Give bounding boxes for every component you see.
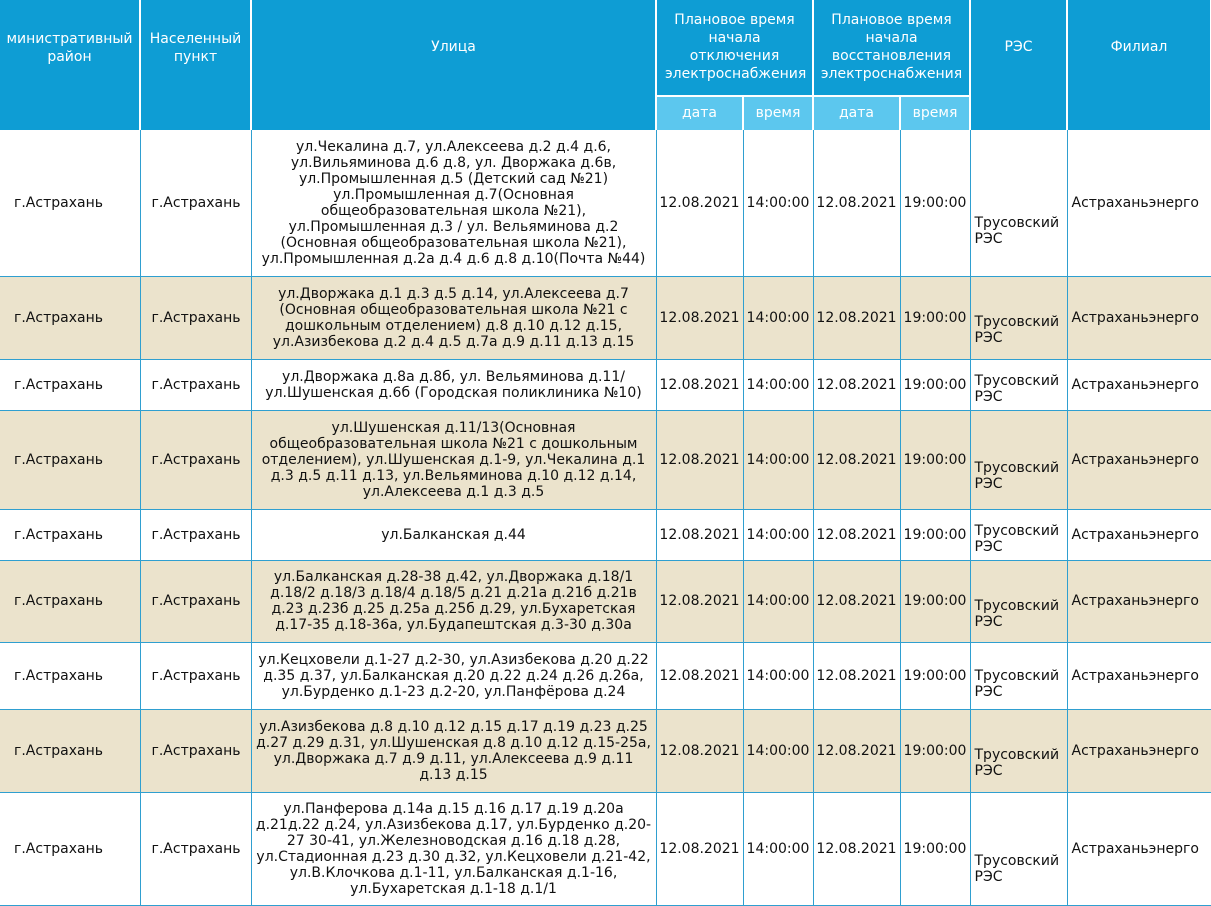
table-row: [0, 276, 1211, 359]
table-row: [0, 560, 1211, 642]
cell-street: ул.Панферова д.14а д.15 д.16 д.17 д.19 д.20а д.21д.22 д.24, ул.Азизбекова д.17, ул.Бурденко д.20-27 30-41, ул.Железноводская д.16 д.18 д.28, ул.Стадионная д.23 д.30 д.32, ул.Кецховели д.21-42, ул.В.Клочкова д.1-11, ул.Балканская д.1-16, ул.Бухаретская д.1-18 д.1/1: [251, 792, 656, 905]
cell-off-time: 14:00:00: [743, 130, 813, 276]
cell-branch: Астраханьэнерго: [1067, 709, 1211, 792]
subheader-off-date: дата: [656, 96, 743, 130]
subheader-off-time: время: [743, 96, 813, 130]
cell-off-date: 12.08.2021: [656, 560, 743, 642]
cell-off-date: 12.08.2021: [656, 359, 743, 410]
cell-on-time: 19:00:00: [900, 276, 970, 359]
cell-district: г.Астрахань: [0, 509, 140, 560]
cell-off-time: 14:00:00: [743, 560, 813, 642]
cell-street: ул.Кецховели д.1-27 д.2-30, ул.Азизбекова д.20 д.22 д.35 д.37, ул.Балканская д.20 д.22 д.24 д.26 д.26а, ул.Бурденко д.1-23 д.2-20, ул.Панфёрова д.24: [251, 642, 656, 709]
cell-off-date: 12.08.2021: [656, 276, 743, 359]
cell-district: г.Астрахань: [0, 792, 140, 905]
table-row: [0, 709, 1211, 792]
header-street: Улица: [251, 0, 656, 130]
cell-settlement: г.Астрахань: [140, 560, 251, 642]
cell-district: г.Астрахань: [0, 709, 140, 792]
cell-res: Трусовский РЭС: [970, 276, 1067, 359]
cell-street: ул.Шушенская д.11/13(Основная общеобразовательная школа №21 с дошкольным отделением), ул.Шушенская д.1-9, ул.Чекалина д.1 д.3 д.5 д.11 д.13, ул.Вельяминова д.10 д.12 д.14, ул.Алексеева д.1 д.3 д.5: [251, 410, 656, 509]
cell-on-time: 19:00:00: [900, 359, 970, 410]
cell-branch: Астраханьэнерго: [1067, 359, 1211, 410]
cell-res: Трусовский РЭС: [970, 410, 1067, 509]
cell-on-date: 12.08.2021: [813, 276, 900, 359]
cell-street: ул.Чекалина д.7, ул.Алексеева д.2 д.4 д.6, ул.Вильяминова д.6 д.8, ул. Дворжака д.6в, ул.Промышленная д.5 (Детский сад №21) ул.Промышленная д.7(Основная общеобразовательная школа №21), ул.Промышленная д.3 / ул. Вельяминова д.2 (Основная общеобразовательная школа №21), ул.Промышленная д.2а д.4 д.6 д.8 д.10(Почта №44): [251, 130, 656, 276]
cell-branch: Астраханьэнерго: [1067, 792, 1211, 905]
cell-street: ул.Балканская д.28-38 д.42, ул.Дворжака д.18/1 д.18/2 д.18/3 д.18/4 д.18/5 д.21 д.21а д.21б д.21в д.23 д.23б д.25 д.25а д.25б д.29, ул.Бухаретская д.17-35 д.18-36а, ул.Будапештская д.3-30 д.30а: [251, 560, 656, 642]
header-district: министративный район: [0, 0, 140, 130]
cell-res: Трусовский РЭС: [970, 509, 1067, 560]
subheader-on-date: дата: [813, 96, 900, 130]
cell-branch: Астраханьэнерго: [1067, 276, 1211, 359]
cell-branch: Астраханьэнерго: [1067, 410, 1211, 509]
cell-district: г.Астрахань: [0, 130, 140, 276]
cell-street: ул.Дворжака д.8а д.8б, ул. Вельяминова д.11/ ул.Шушенская д.6б (Городская поликлиника №10): [251, 359, 656, 410]
header-branch: Филиал: [1067, 0, 1211, 130]
header-settlement: Населенный пункт: [140, 0, 251, 130]
cell-off-time: 14:00:00: [743, 359, 813, 410]
cell-off-date: 12.08.2021: [656, 792, 743, 905]
table-row: [0, 792, 1211, 905]
header-row: [0, 0, 1211, 96]
cell-settlement: г.Астрахань: [140, 276, 251, 359]
cell-branch: Астраханьэнерго: [1067, 130, 1211, 276]
cell-off-date: 12.08.2021: [656, 410, 743, 509]
cell-settlement: г.Астрахань: [140, 359, 251, 410]
cell-off-date: 12.08.2021: [656, 130, 743, 276]
cell-off-time: 14:00:00: [743, 642, 813, 709]
cell-off-date: 12.08.2021: [656, 642, 743, 709]
cell-street: ул.Дворжака д.1 д.3 д.5 д.14, ул.Алексеева д.7 (Основная общеобразовательная школа №21 с дошкольным отделением) д.8 д.10 д.12 д.15, ул.Азизбекова д.2 д.4 д.5 д.7а д.9 д.11 д.13 д.15: [251, 276, 656, 359]
cell-off-time: 14:00:00: [743, 276, 813, 359]
cell-settlement: г.Астрахань: [140, 130, 251, 276]
cell-district: г.Астрахань: [0, 276, 140, 359]
cell-settlement: г.Астрахань: [140, 792, 251, 905]
cell-off-time: 14:00:00: [743, 410, 813, 509]
cell-off-time: 14:00:00: [743, 792, 813, 905]
cell-on-date: 12.08.2021: [813, 560, 900, 642]
cell-res: Трусовский РЭС: [970, 642, 1067, 709]
cell-on-date: 12.08.2021: [813, 642, 900, 709]
cell-street: ул.Балканская д.44: [251, 509, 656, 560]
cell-on-time: 19:00:00: [900, 642, 970, 709]
cell-on-date: 12.08.2021: [813, 130, 900, 276]
cell-settlement: г.Астрахань: [140, 642, 251, 709]
subheader-on-time: время: [900, 96, 970, 130]
cell-on-time: 19:00:00: [900, 709, 970, 792]
cell-res: Трусовский РЭС: [970, 792, 1067, 905]
cell-on-date: 12.08.2021: [813, 509, 900, 560]
table-row: [0, 130, 1211, 276]
table-row: [0, 410, 1211, 509]
cell-on-time: 19:00:00: [900, 509, 970, 560]
cell-on-date: 12.08.2021: [813, 359, 900, 410]
cell-branch: Астраханьэнерго: [1067, 560, 1211, 642]
cell-on-date: 12.08.2021: [813, 410, 900, 509]
cell-off-time: 14:00:00: [743, 509, 813, 560]
cell-on-date: 12.08.2021: [813, 792, 900, 905]
cell-street: ул.Азизбекова д.8 д.10 д.12 д.15 д.17 д.19 д.23 д.25 д.27 д.29 д.31, ул.Шушенская д.8 д.10 д.12 д.15-25а, ул.Дворжака д.7 д.9 д.11, ул.Алексеева д.9 д.11 д.13 д.15: [251, 709, 656, 792]
cell-off-date: 12.08.2021: [656, 709, 743, 792]
cell-off-date: 12.08.2021: [656, 509, 743, 560]
cell-district: г.Астрахань: [0, 642, 140, 709]
header-res: РЭС: [970, 0, 1067, 130]
cell-on-date: 12.08.2021: [813, 709, 900, 792]
cell-district: г.Астрахань: [0, 410, 140, 509]
cell-on-time: 19:00:00: [900, 130, 970, 276]
cell-branch: Астраханьэнерго: [1067, 509, 1211, 560]
cell-on-time: 19:00:00: [900, 792, 970, 905]
cell-res: Трусовский РЭС: [970, 359, 1067, 410]
header-on-time: Плановое время начала восстановления электроснабжения: [813, 0, 970, 96]
cell-res: Трусовский РЭС: [970, 130, 1067, 276]
cell-on-time: 19:00:00: [900, 560, 970, 642]
cell-district: г.Астрахань: [0, 359, 140, 410]
cell-district: г.Астрахань: [0, 560, 140, 642]
header-off-time: Плановое время начала отключения электроснабжения: [656, 0, 813, 96]
cell-off-time: 14:00:00: [743, 709, 813, 792]
table-row: [0, 509, 1211, 560]
cell-res: Трусовский РЭС: [970, 560, 1067, 642]
cell-res: Трусовский РЭС: [970, 709, 1067, 792]
cell-branch: Астраханьэнерго: [1067, 642, 1211, 709]
cell-on-time: 19:00:00: [900, 410, 970, 509]
cell-settlement: г.Астрахань: [140, 410, 251, 509]
table-row: [0, 359, 1211, 410]
cell-settlement: г.Астрахань: [140, 509, 251, 560]
cell-settlement: г.Астрахань: [140, 709, 251, 792]
table-row: [0, 642, 1211, 709]
